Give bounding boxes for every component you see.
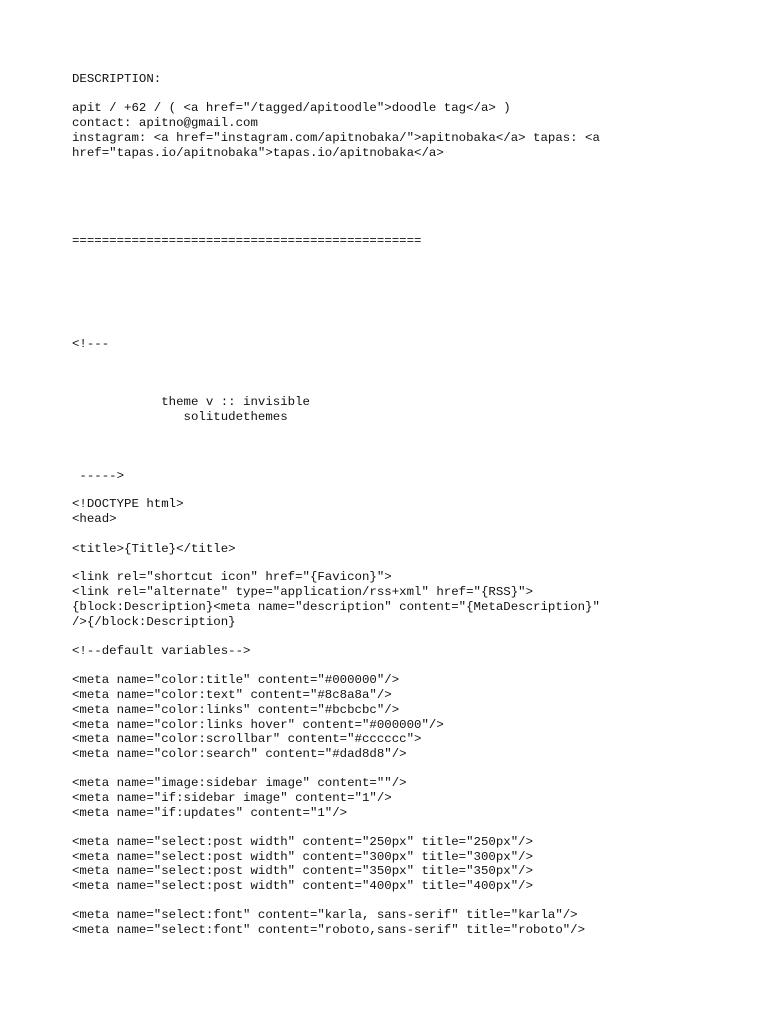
meta-description-close-line: />{/block:Description} bbox=[72, 615, 236, 629]
title-tag-line: <title>{Title}</title> bbox=[72, 542, 236, 556]
meta-color-scrollbar: <meta name="color:scrollbar" content="#cccccc"> bbox=[72, 732, 422, 746]
meta-color-title: <meta name="color:title" content="#000000"/> bbox=[72, 673, 400, 687]
instagram-line: instagram: <a href="instagram.com/apitnobaka/">apitnobaka</a> tapas: <a bbox=[72, 131, 600, 145]
theme-name-line: theme v :: invisible bbox=[72, 395, 310, 409]
contact-line: contact: apitno@gmail.com bbox=[72, 116, 258, 130]
meta-post-width-350: <meta name="select:post width" content="350px" title="350px"/> bbox=[72, 864, 534, 878]
meta-color-links-hover: <meta name="color:links hover" content="#000000"/> bbox=[72, 718, 444, 732]
comment-close: -----> bbox=[72, 469, 125, 483]
meta-if-updates: <meta name="if:updates" content="1"/> bbox=[72, 806, 348, 820]
head-open-line: <head> bbox=[72, 512, 117, 526]
favicon-link-line: <link rel="shortcut icon" href="{Favicon}"> bbox=[72, 570, 392, 584]
rss-link-line: <link rel="alternate" type="application/rss+xml" href="{RSS}"> bbox=[72, 585, 534, 599]
meta-image-sidebar: <meta name="image:sidebar image" content=""/> bbox=[72, 776, 407, 790]
comment-open: <!--- bbox=[72, 337, 110, 351]
theme-author-line: solitudethemes bbox=[72, 410, 288, 424]
separator-line: =============================================== bbox=[72, 234, 422, 248]
description-heading: DESCRIPTION: bbox=[72, 72, 162, 86]
meta-font-roboto: <meta name="select:font" content="roboto,sans-serif" title="roboto"/> bbox=[72, 923, 586, 937]
meta-description-line: {block:Description}<meta name="description" content="{MetaDescription}" bbox=[72, 600, 600, 614]
meta-color-text: <meta name="color:text" content="#8c8a8a"/> bbox=[72, 688, 392, 702]
tapas-line: href="tapas.io/apitnobaka">tapas.io/apitnobaka</a> bbox=[72, 146, 444, 160]
doctype-line: <!DOCTYPE html> bbox=[72, 497, 184, 511]
meta-color-links: <meta name="color:links" content="#bcbcbc"/> bbox=[72, 703, 400, 717]
meta-color-search: <meta name="color:search" content="#dad8d8"/> bbox=[72, 747, 407, 761]
meta-if-sidebar-image: <meta name="if:sidebar image" content="1"/> bbox=[72, 791, 392, 805]
meta-post-width-250: <meta name="select:post width" content="250px" title="250px"/> bbox=[72, 835, 534, 849]
meta-font-karla: <meta name="select:font" content="karla, sans-serif" title="karla"/> bbox=[72, 908, 578, 922]
meta-post-width-400: <meta name="select:post width" content="400px" title="400px"/> bbox=[72, 879, 534, 893]
default-variables-comment: <!--default variables--> bbox=[72, 644, 251, 658]
author-line: apit / +62 / ( <a href="/tagged/apitoodle">doodle tag</a> ) bbox=[72, 101, 511, 115]
meta-post-width-300: <meta name="select:post width" content="300px" title="300px"/> bbox=[72, 850, 534, 864]
